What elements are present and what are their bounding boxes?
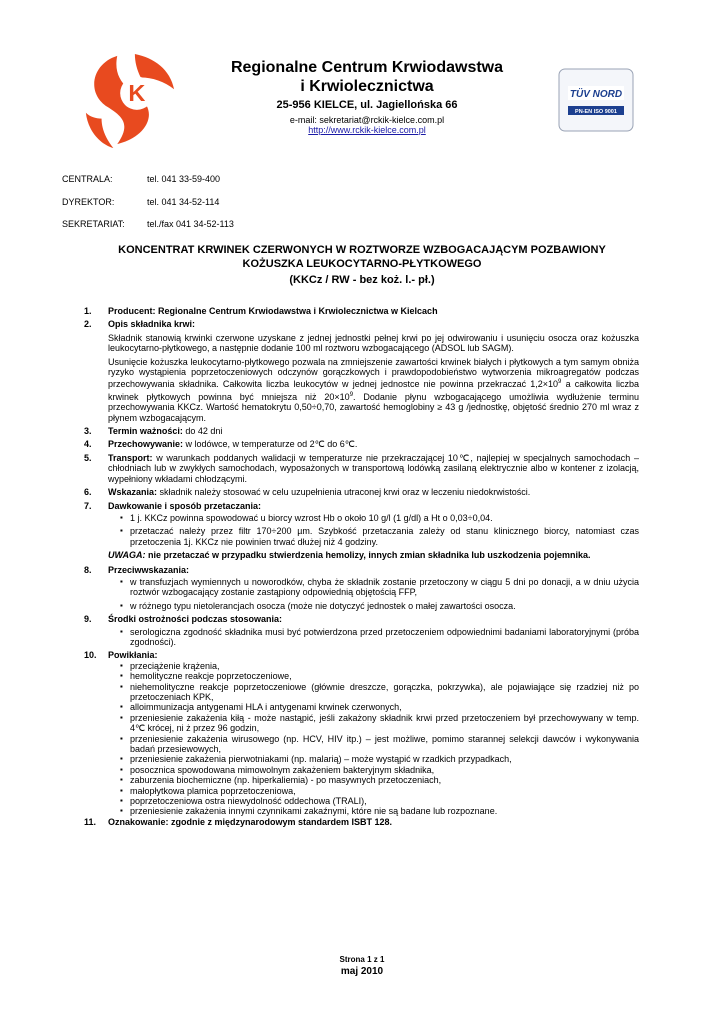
section-transport — [84, 453, 639, 484]
page-number: Strona 1 z 1 — [339, 955, 385, 964]
org-name — [200, 58, 534, 96]
section-number: 4. — [84, 439, 92, 450]
list-item: ▪ przeniesienie zakażenia wirusowego (np. HCV, HIV itp.) – jest możliwe, pomimo starannej selekcji dawców i wykonywania badań przesiewowych, — [120, 734, 639, 755]
section-storage — [84, 439, 639, 449]
list-item: ▪ zaburzenia biochemiczne (np. hiperkaliemia) - po masywnych przetoczeniach, — [120, 775, 639, 785]
section-number: 6. — [84, 487, 92, 498]
list-item: ▪ przeniesienie zakażenia innymi czynnikami zakaźnymi, które nie są badane lub rozpoznane. — [120, 806, 639, 816]
org-email: e-mail: sekretariat@rckik-kielce.com.pl — [289, 115, 445, 125]
section-heading: Wskazania: — [108, 487, 158, 498]
list-item: ▪ przeniesienie zakażenia kiłą - może nastąpić, jeśli zakażony składnik krwi przed przetoczeniem był przechowywany w temp. 4℃ krócej, ni ż przez 96 godzin, — [120, 713, 639, 734]
complications-list — [108, 661, 639, 817]
description-text: Usunięcie kożuszka leukocytarno-płytkowego pozwala na zmniejszenie zawartości krwinek białych i płytkowych a tym samym obniża ryzyko wystąpienia poprzetoczeniowych odczynów gorączkowych i prawdopodobieństwo wytworzenia mikroagregatów podczas przechowywania składnika. Całkowita liczba leukocytów w jednej jednostce nie powinna przekraczać 1,2×10 — [108, 356, 639, 390]
list-item: ▪ w różnego typu nietolerancjach osocza (może nie dotyczyć jednostek o małej zawartości osocza. — [120, 601, 639, 611]
list-item: ▪ niehemolityczne reakcje poprzetoczeniowe (głównie dreszcze, gorączka, pokrzywka), ale pojawiające się rzadziej niż po przetoczeniach KPK, — [120, 682, 639, 703]
section-producer — [84, 306, 639, 316]
dosage-warning — [108, 550, 639, 560]
section-dosage — [84, 501, 639, 561]
dosage-list — [108, 513, 639, 547]
section-heading: Środki ostrożności podczas stosowania: — [108, 614, 283, 625]
section-shelf-life — [84, 426, 639, 436]
section-precautions — [84, 614, 639, 647]
list-item: ▪ hemolityczne reakcje poprzetoczeniowe, — [120, 671, 639, 681]
contact-value: tel. 041 33-59-400 — [147, 174, 221, 184]
section-heading: Przechowywanie: — [108, 439, 184, 450]
section-heading: Przeciwwskazania: — [108, 564, 190, 575]
section-heading: Opis składnika krwi: — [108, 319, 196, 330]
org-website-link[interactable]: http://www.rckik-kielce.com.pl — [308, 125, 426, 135]
contact-value: tel./fax 041 34-52-113 — [147, 219, 234, 229]
logo-letter: K — [128, 80, 146, 106]
description-text: a całkowita liczba krwinek płytkowych powinna być mniejsza niż 20×10 — [108, 379, 639, 402]
section-heading: Transport: — [108, 452, 153, 463]
section-text: składnik należy stosować w celu uzupełnienia utraconej krwi oraz w leczeniu niedokrwistości. — [157, 487, 531, 498]
section-text: w warunkach poddanych walidacji w temperaturze nie przekraczającej 10℃, najlepiej w specjalnych samochodach – chłodniach lub w zwykłych samochodach, wyposażonych w transportową lodówką zasilaną elektrycznie albo w kontener z izolacją, wypełniony wkładami chłodzącymi. — [108, 452, 639, 484]
org-name-line2: i Krwiolecznictwa — [300, 78, 434, 95]
footer-date: maj 2010 — [340, 966, 384, 977]
section-heading: Termin ważności: — [108, 426, 183, 437]
section-text: do 42 dni — [182, 426, 223, 437]
list-item: ▪ poprzetoczeniowa ostra niewydolność oddechowa (TRALI), — [120, 796, 639, 806]
title-line3: (KKCz / RW - bez koż. l.- pł.) — [289, 274, 435, 286]
contact-label: CENTRALA: — [62, 174, 113, 184]
section-heading: Powikłania: — [108, 650, 158, 661]
section-heading: Dawkowanie i sposób przetaczania: — [108, 500, 262, 511]
exponent: 9 — [558, 379, 562, 386]
contact-row — [62, 174, 220, 184]
warning-label: UWAGA: — [108, 550, 146, 561]
list-item: ▪ w transfuzjach wymiennych u noworodków, chyba że składnik zostanie przetoczony w ciągu 5 dni po donacji, a w dniu użycia roztwór wzbogacający zostanie zastąpiony odpowiednią objętością FFP, — [120, 577, 639, 598]
section-text: w lodówce, w temperaturze od 2℃ do 6℃. — [183, 439, 358, 450]
section-complications — [84, 650, 639, 817]
list-item: ▪ małopłytkowa plamica poprzetoczeniowa, — [120, 786, 639, 796]
list-item: ▪ alloimmunizacja antygenami HLA i antygenami krwinek czerwonych, — [120, 702, 639, 712]
section-number: 5. — [84, 452, 92, 463]
contact-row — [62, 219, 234, 229]
contact-label: SEKRETARIAT: — [62, 219, 125, 229]
section-number: 9. — [84, 614, 92, 625]
org-address: 25-956 KIELCE, ul. Jagiellońska 66 — [276, 99, 458, 111]
cert-standard: PN-EN ISO 9001 — [575, 109, 617, 115]
document-title — [62, 243, 662, 287]
cert-brand: TÜV NORD — [569, 89, 623, 100]
list-item: ▪ przetaczać należy przez filtr 170÷200 µm. Szybkość przetaczania zależy od stanu klinicznego biorcy, natomiast czas przetoczenia 1j. KKCz nie powinien trwać dłużej niż 4 godziny. — [120, 526, 639, 547]
page-footer — [262, 955, 462, 977]
rckik-logo — [80, 52, 178, 150]
org-name-line1: Regionalne Centrum Krwiodawstwa — [230, 59, 504, 76]
list-item: ▪ serologiczna zgodność składnika musi być potwierdzona przed przetoczeniem odpowiednimi badaniami laboratoryjnymi (próba zgodności). — [120, 627, 639, 648]
contact-row — [62, 197, 219, 207]
section-number: 8. — [84, 564, 92, 575]
contraindications-list — [108, 577, 639, 611]
title-line1: KONCENTRAT KRWINEK CZERWONYCH W ROZTWORZE WZBOGACAJĄCYM POZBAWIONY — [118, 244, 606, 256]
section-text: Producent: Regionalne Centrum Krwiodawstwa i Krwiolecznictwa w Kielcach — [108, 306, 438, 316]
list-item: ▪ przeniesienie zakażenia pierwotniakami (np. malarią) – może wystąpić w rzadkich przypadkach, — [120, 754, 639, 764]
list-item: ▪ 1 j. KKCz powinna spowodować u biorcy wzrost Hb o około 10 g/l (1 g/dl) a Ht o 0,03÷0,04. — [120, 513, 639, 523]
section-contraindications — [84, 565, 639, 612]
section-indications — [84, 487, 639, 497]
description-paragraph-2 — [108, 357, 639, 423]
description-paragraph-1: Składnik stanowią krwinki czerwone uzyskane z jednej jednostki pełnej krwi po jej odwirowaniu i usunięciu osocza oraz kożuszka leukocytarno-płytkowego, a następnie dodanie 100 ml roztworu wzbogacającego (ADSOL lub SAGM). — [108, 332, 639, 354]
section-description — [84, 319, 639, 423]
title-line2: KOŻUSZKA LEUKOCYTARNO-PŁYTKOWEGO — [242, 258, 482, 270]
contact-value: tel. 041 34-52-114 — [147, 197, 220, 207]
document-body — [84, 306, 639, 827]
contact-label: DYREKTOR: — [62, 197, 115, 207]
section-number: 3. — [84, 426, 92, 437]
list-item: ▪ posocznica spowodowana mimowolnym zakażeniem bakteryjnym składnika, — [120, 765, 639, 775]
section-number: 11. — [84, 816, 97, 827]
section-labeling — [84, 817, 639, 827]
exponent: 9 — [349, 391, 354, 398]
tuv-nord-certification-badge — [558, 68, 634, 132]
section-number: 1. — [84, 306, 92, 316]
section-number: 7. — [84, 500, 92, 511]
warning-text: nie przetaczać w przypadku stwierdzenia hemolizy, innych zmian składnika lub uszkodzenia pojemnika. — [145, 550, 591, 561]
precautions-list — [108, 627, 639, 648]
section-number: 2. — [84, 319, 92, 330]
section-text: Oznakowanie: zgodnie z międzynarodowym standardem ISBT 128. — [108, 816, 393, 827]
description-text: . Dodanie płynu wzbogacającego umożliwia wydłużenie terminu przechowywania KKCz. Wartość hematokrytu 0,50÷0,70, zawartość hemoglobiny ≥ 43 g /jednostkę, objętość średnio 270 ml wraz z płynem wzbogacającym. — [108, 391, 639, 423]
section-number: 10. — [84, 650, 97, 661]
list-item: ▪ przeciążenie krążenia, — [120, 661, 639, 671]
